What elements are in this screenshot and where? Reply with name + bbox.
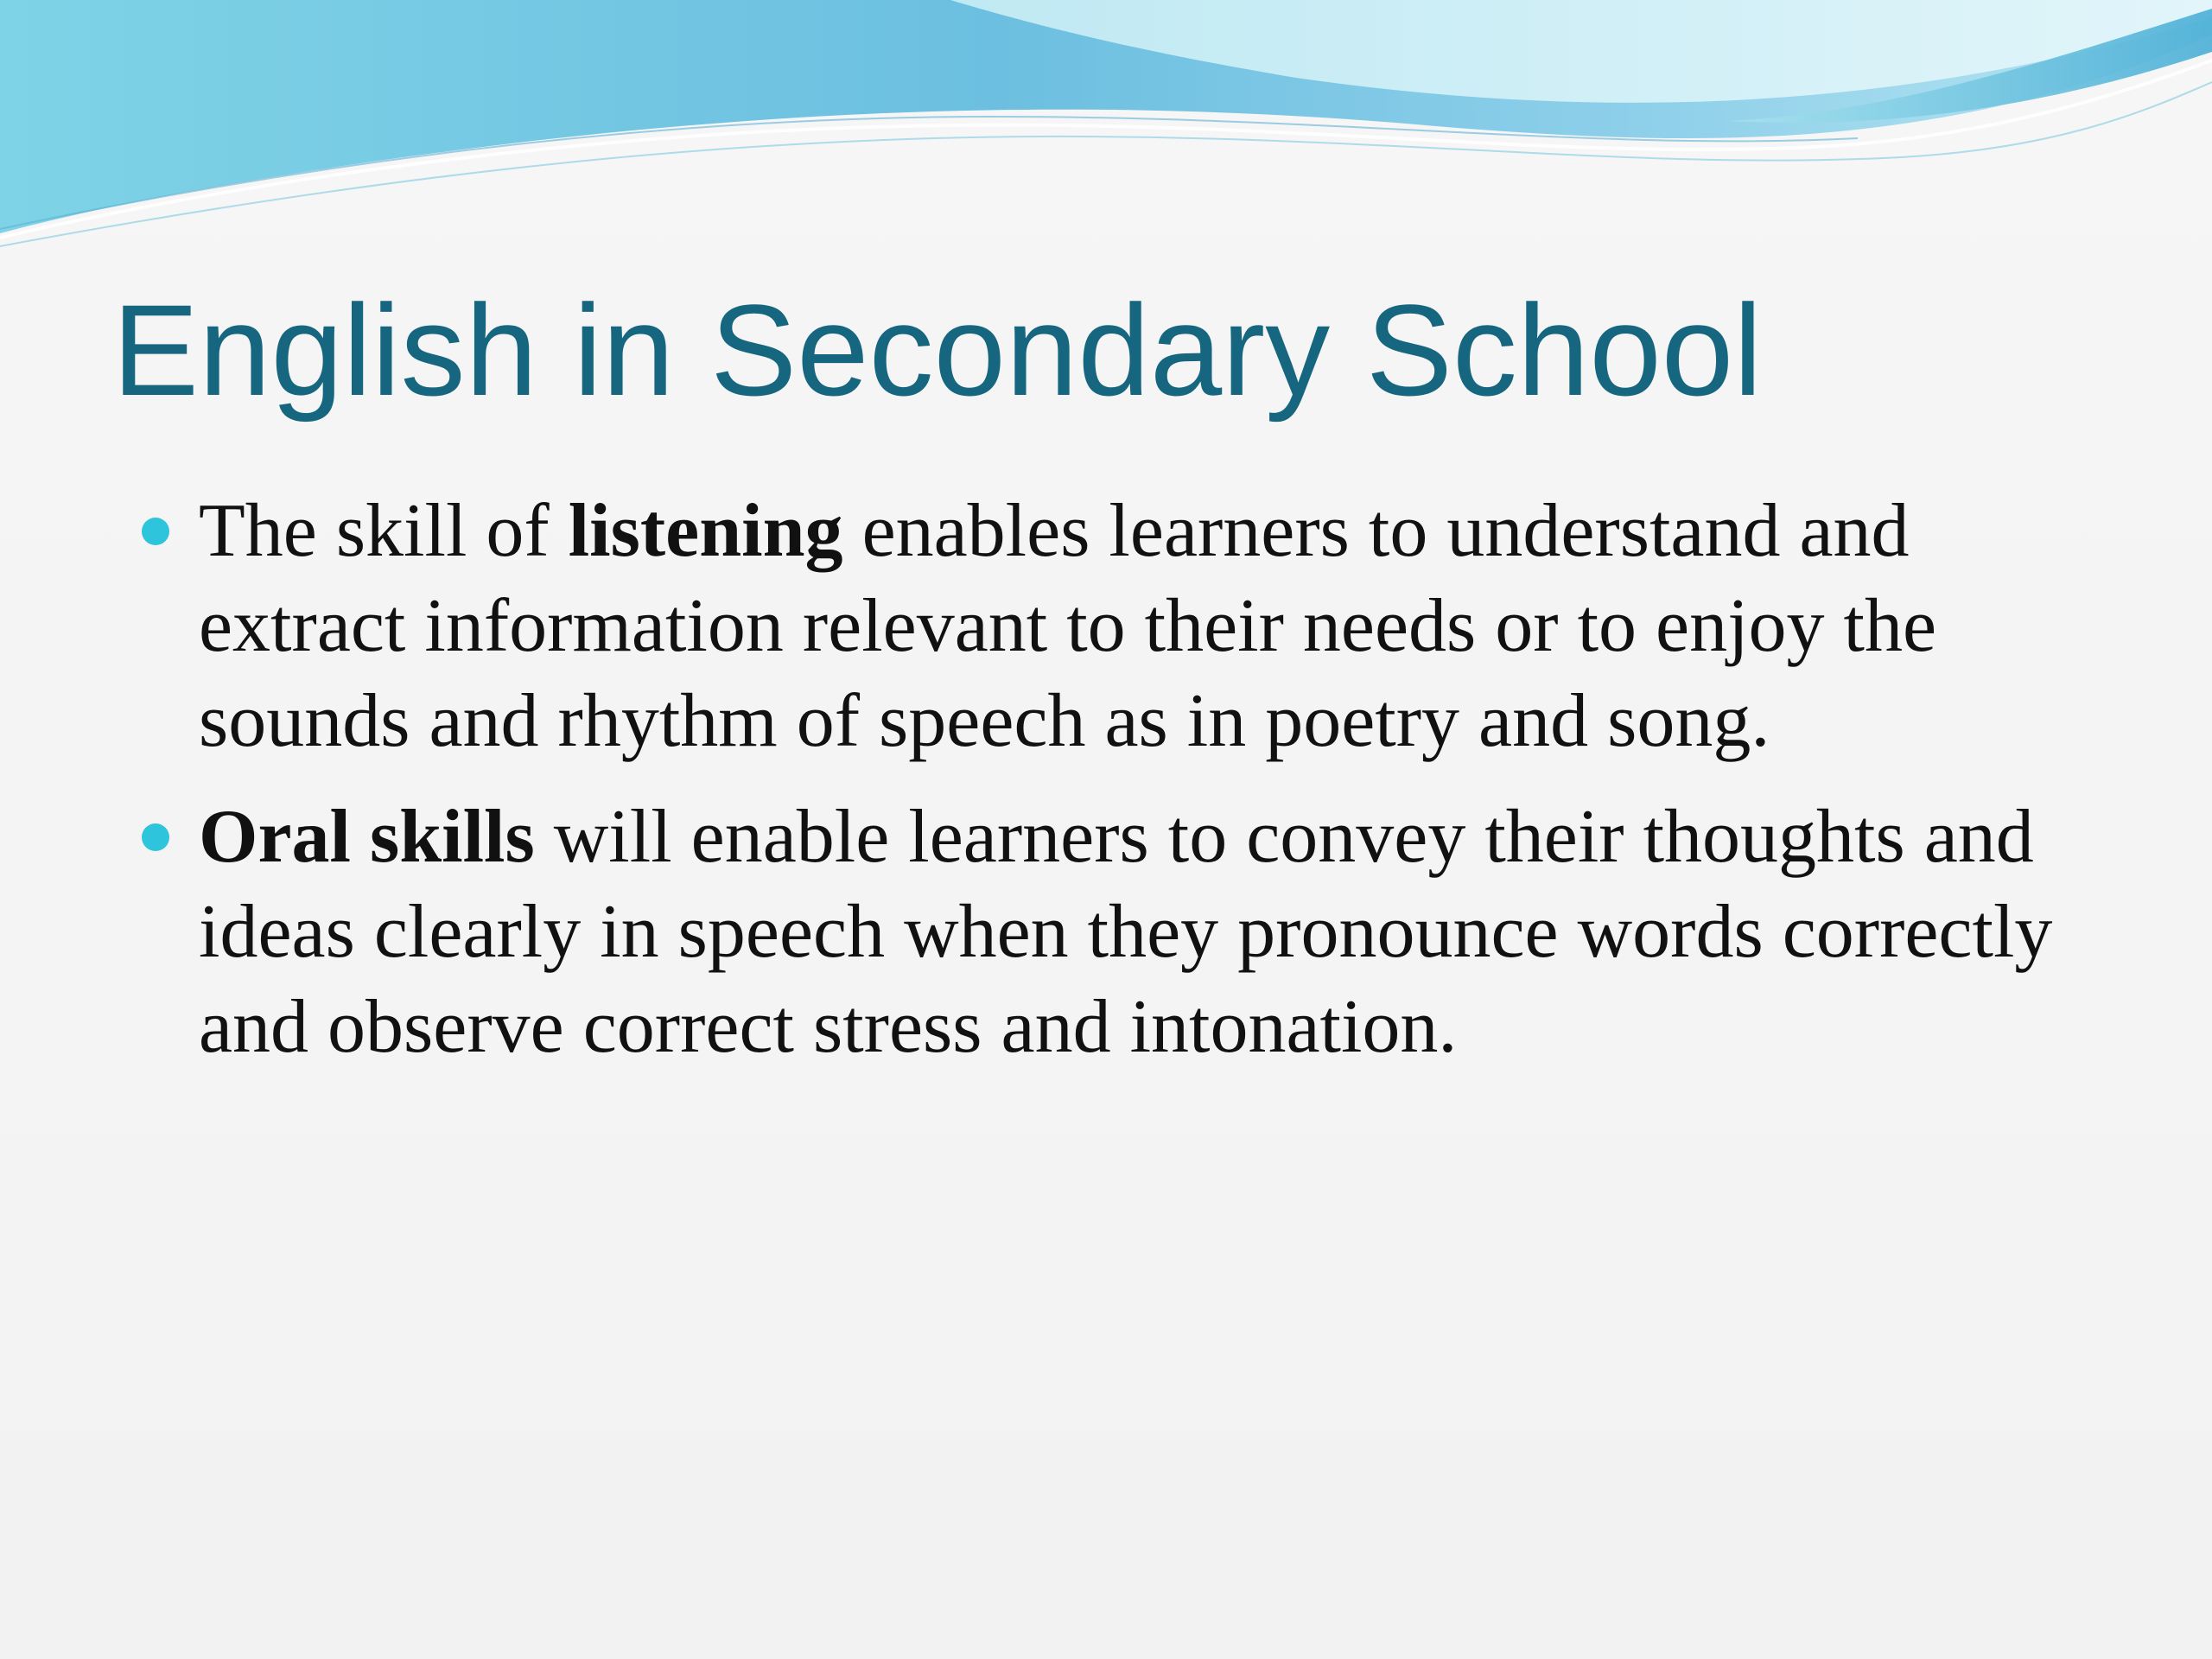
decorative-wave-header: [0, 0, 2212, 259]
slide-title: English in Secondary School: [112, 277, 1763, 423]
bullet-list: [199, 484, 2056, 1096]
bullet-text-suffix: will enable learners to convey their thoughts and ideas clearly in speech when they pronounce words correctly and observe correct stress and intonation.: [199, 795, 2053, 1069]
bullet-item-oral-skills: [199, 790, 2056, 1075]
bullet-text-prefix: The skill of: [199, 489, 569, 573]
bullet-emphasis: listening: [568, 489, 843, 573]
bullet-dot-icon: [142, 518, 169, 545]
bullet-text-suffix: enables learners to understand and extract information relevant to their needs or to enjoy the sounds and rhythm of speech as in poetry and song.: [199, 489, 1937, 763]
bullet-dot-icon: [142, 823, 169, 851]
bullet-item-listening: [199, 484, 2056, 769]
bullet-emphasis: Oral skills: [199, 795, 535, 879]
